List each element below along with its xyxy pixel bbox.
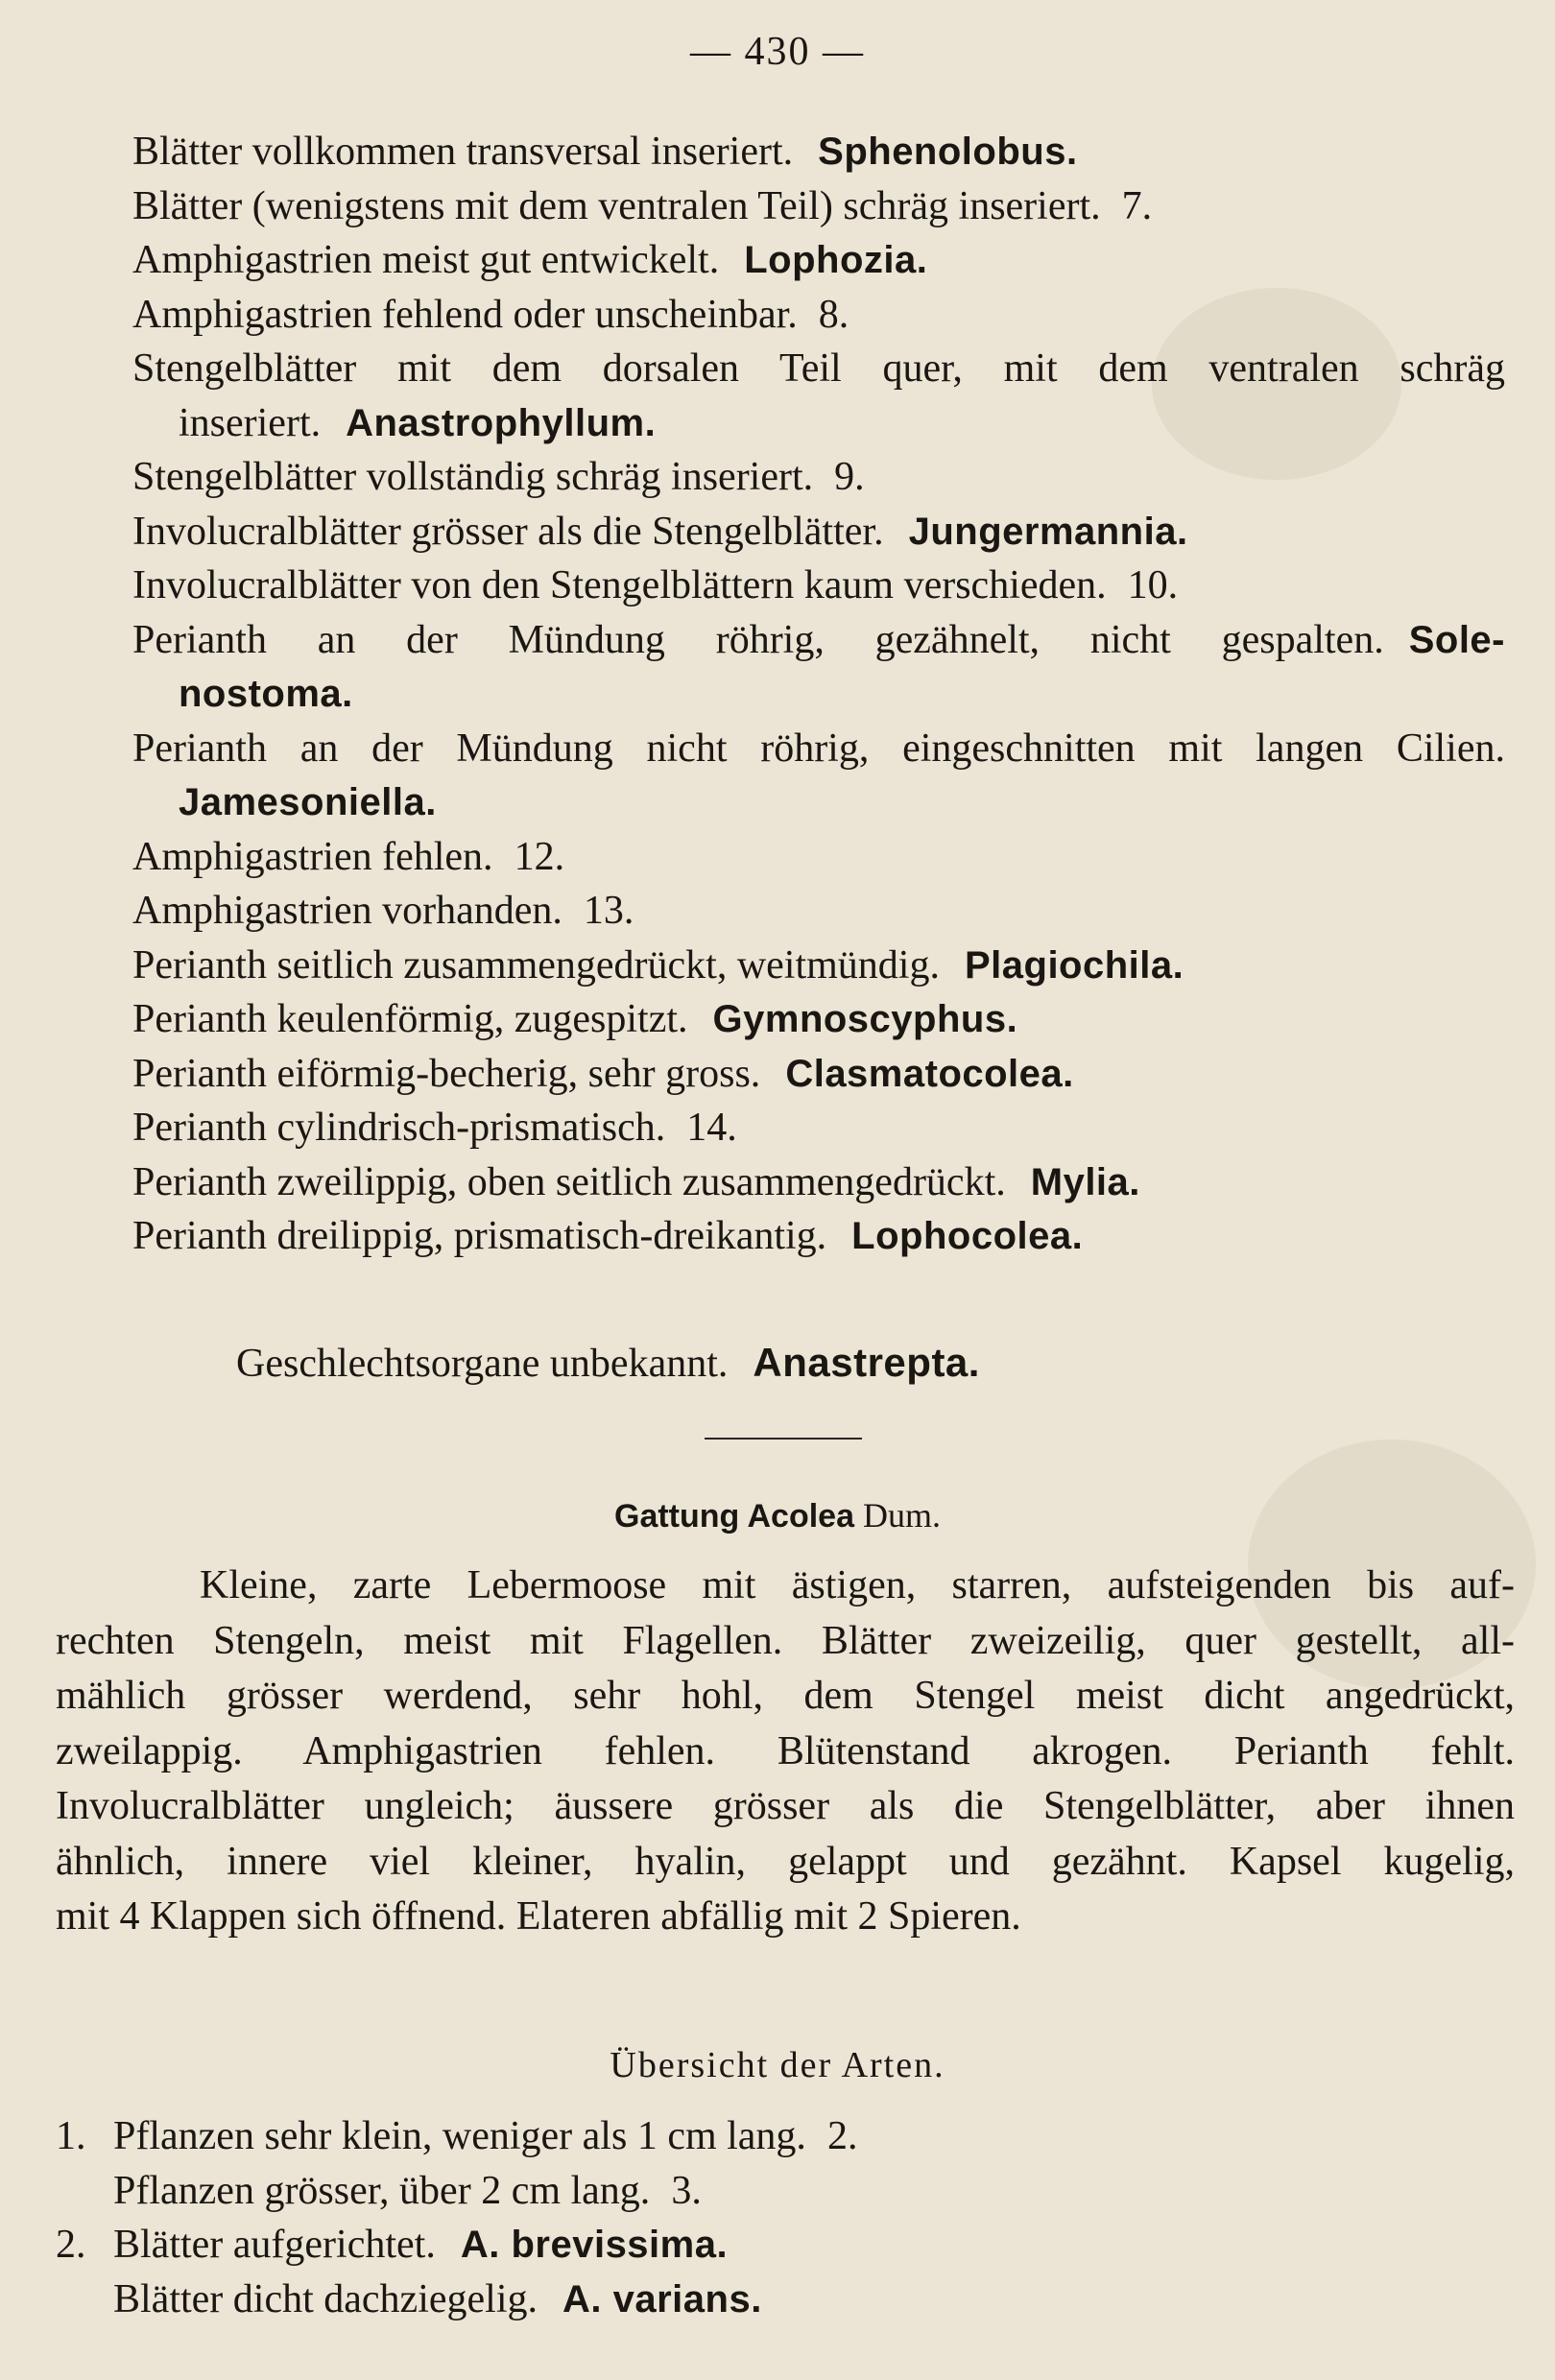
key-text: Stengelblätter vollständig schräg inseriert. xyxy=(132,455,814,499)
section-b-taxon: Anastrepta. xyxy=(753,1340,980,1385)
key-entry xyxy=(132,233,927,287)
key-entry xyxy=(132,288,849,342)
key-entry xyxy=(132,1101,737,1154)
key-entry xyxy=(132,342,1505,395)
key-text: Perianth an der Mündung nicht röhrig, eingeschnitten mit langen Cilien. xyxy=(132,726,1505,771)
species-key-reference: 2. xyxy=(826,2114,858,2158)
key-entry xyxy=(132,613,1505,667)
key-entry xyxy=(132,992,1017,1046)
page-number: — 430 — xyxy=(690,30,865,74)
description-line: mählich grösser werdend, sehr hohl, dem Stengel meist dicht angedrückt, xyxy=(56,1674,1515,1718)
species-key-entry xyxy=(113,2164,702,2218)
species-key-number: 2. xyxy=(56,2223,86,2267)
key-text: Perianth an der Mündung röhrig, gezähnelt, nicht gespalten. xyxy=(132,617,1384,662)
species-key-entry xyxy=(113,2109,857,2163)
description-line: zweilappig. Amphigastrien fehlen. Blütenstand akrogen. Perianth fehlt. xyxy=(56,1728,1515,1773)
species-name: A. brevissima. xyxy=(460,2224,729,2266)
key-taxon: Mylia. xyxy=(1030,1160,1140,1203)
species-key-text: Pflanzen sehr klein, weniger als 1 cm lang. xyxy=(113,2114,806,2158)
key-taxon: Jungermannia. xyxy=(908,510,1188,553)
key-text: Blätter vollkommen transversal inseriert. xyxy=(132,130,794,174)
key-entry xyxy=(132,559,1178,612)
key-reference: 7. xyxy=(1121,183,1153,228)
key-taxon: Jamesoniella. xyxy=(179,781,437,823)
key-taxon: Lophozia. xyxy=(744,239,928,281)
key-text: Perianth cylindrisch-prismatisch. xyxy=(132,1106,666,1150)
key-taxon: Sphenolobus. xyxy=(818,131,1078,173)
species-key-entry xyxy=(113,2218,728,2272)
key-taxon: Lophocolea. xyxy=(851,1215,1084,1257)
section-divider xyxy=(705,1438,862,1440)
key-taxon: Plagiochila. xyxy=(964,943,1184,987)
key-entry xyxy=(132,884,634,938)
key-text: Stengelblätter mit dem dorsalen Teil quer, mit dem ventralen schräg xyxy=(132,346,1505,391)
key-taxon: Sole- xyxy=(1408,618,1505,661)
key-reference: 12. xyxy=(514,834,565,879)
species-key-text: Blätter dicht dachziegelig. xyxy=(113,2276,538,2321)
key-entry xyxy=(132,939,1184,992)
genus-name: Gattung Acolea xyxy=(614,1498,854,1535)
key-entry xyxy=(132,1155,1140,1209)
key-entry xyxy=(179,667,353,721)
key-text: Perianth eiförmig-becherig, sehr gross. xyxy=(132,1051,761,1096)
key-text: Perianth zweilippig, oben seitlich zusammengedrückt. xyxy=(132,1159,1006,1204)
description-line: mit 4 Klappen sich öffnend. Elateren abfällig mit 2 Spieren. xyxy=(56,1894,1021,1939)
key-entry xyxy=(132,1209,1083,1263)
section-b-text: Geschlechtsorgane unbekannt. xyxy=(236,1342,729,1386)
key-text: Perianth dreilippig, prismatisch-dreikantig. xyxy=(132,1214,827,1258)
key-entry xyxy=(132,125,1078,178)
species-key-reference: 3. xyxy=(671,2168,702,2213)
species-key-number: 1. xyxy=(56,2114,86,2158)
species-key-text: Blätter aufgerichtet. xyxy=(113,2223,436,2267)
description-line: ähnlich, innere viel kleiner, hyalin, gelappt und gezähnt. Kapsel kugelig, xyxy=(56,1839,1515,1884)
species-key-entry xyxy=(113,2273,762,2326)
key-reference: 9. xyxy=(834,455,865,499)
key-entry xyxy=(179,396,656,450)
key-text: Involucralblätter grösser als die Stengelblätter. xyxy=(132,509,884,554)
key-taxon: Anastrophyllum. xyxy=(346,401,657,444)
species-name: A. varians. xyxy=(562,2277,762,2320)
key-entry xyxy=(132,830,564,884)
key-entry xyxy=(132,179,1152,233)
key-text: Amphigastrien meist gut entwickelt. xyxy=(132,238,720,282)
key-entry xyxy=(132,722,1505,775)
key-entry xyxy=(132,1047,1074,1101)
genus-author: Dum. xyxy=(863,1496,941,1535)
description-line: Involucralblätter ungleich; äussere grösser als die Stengelblätter, aber ihnen xyxy=(56,1784,1515,1828)
genus-description xyxy=(56,1559,1515,1945)
key-entry xyxy=(132,450,865,504)
key-reference: 14. xyxy=(686,1106,737,1150)
key-text: Involucralblätter von den Stengelblättern kaum verschieden. xyxy=(132,563,1107,607)
species-key-text: Pflanzen grösser, über 2 cm lang. xyxy=(113,2168,651,2213)
key-reference: 10. xyxy=(1127,563,1179,607)
key-entry xyxy=(179,775,437,829)
key-text: Amphigastrien vorhanden. xyxy=(132,889,562,933)
genus-heading xyxy=(0,1495,1555,1535)
key-text: Amphigastrien fehlend oder unscheinbar. xyxy=(132,292,798,337)
species-overview-heading: Übersicht der Arten. xyxy=(610,2045,945,2085)
key-entry xyxy=(132,505,1188,559)
key-text: Perianth seitlich zusammengedrückt, weitmündig. xyxy=(132,942,940,988)
key-taxon: nostoma. xyxy=(179,673,353,715)
key-text: Amphigastrien fehlen. xyxy=(132,834,493,879)
key-reference: 8. xyxy=(818,292,849,337)
key-taxon: Gymnoscyphus. xyxy=(712,998,1018,1040)
description-line: rechten Stengeln, meist mit Flagellen. Blätter zweizeilig, quer gestellt, all- xyxy=(56,1618,1515,1663)
key-reference: 13. xyxy=(583,889,634,933)
key-taxon: Clasmatocolea. xyxy=(785,1052,1074,1095)
key-text: Blätter (wenigstens mit dem ventralen Teil) schräg inseriert. xyxy=(132,183,1101,228)
description-line: Kleine, zarte Lebermoose mit ästigen, starren, aufsteigenden bis auf- xyxy=(200,1563,1515,1607)
key-text: Perianth keulenförmig, zugespitzt. xyxy=(132,997,688,1041)
key-text: inseriert. xyxy=(179,400,322,445)
